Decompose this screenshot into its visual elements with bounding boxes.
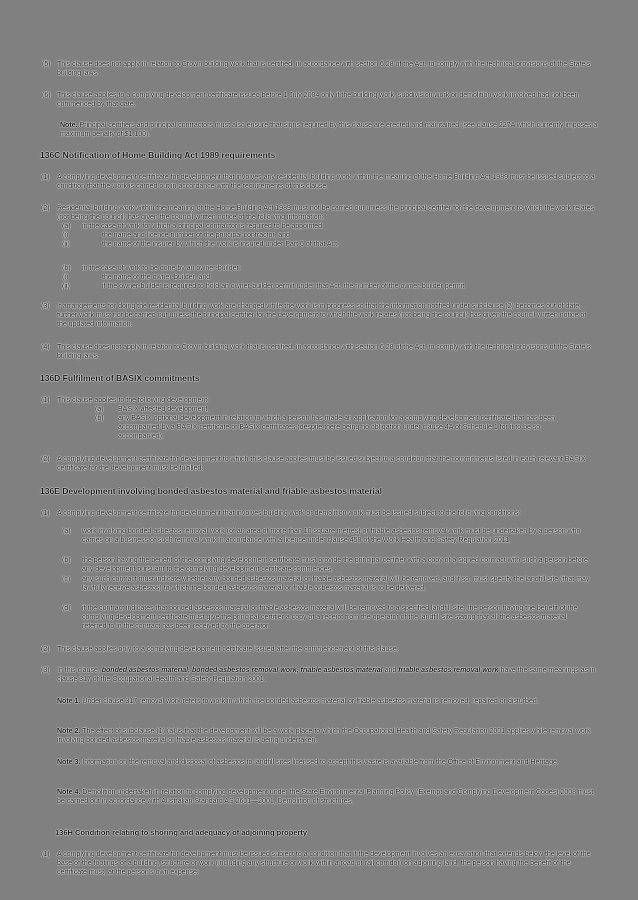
item-number: (a) [62,528,71,535]
item-text: if the contract indicates that bonded asbestos material or friable asbestos material will be removed to a specified landfill site, the person having the benefit of the complying development certificate must give the principal certifier a copy of a receipt from the operator of the landfill site stating that all the asbestos material referred to in the contract has been received by the operator. [82,605,578,630]
section-heading-136E: 136E Development involving bonded asbestos material and friable asbestos material [40,486,383,496]
clause-text: A complying development certificate for development that involves any residential building work within the meaning of the Home Building Act 1989 must be issued subject to a condition that the work is carried out in accordance with the requirements of this clause. [57,174,595,190]
clause-text: In this clause, bonded asbestos material, bonded asbestos removal work, friable asbestos material and friable asbestos removal work have the same meanings as in clause 317 of the Occupational Health and Safety Regulation 2001. [57,667,596,683]
clause-number: (5) [42,61,51,68]
item-number: (ii) [62,241,70,248]
clause-text: If arrangements for doing the residential building work are changed while the work is in progress so that the information notified under subclause (2) becomes out of date, further work must not be carried out unless the principal certifier for the development to which the work relates (not being the council) has given the council written notice of the updated information. [57,303,587,328]
clause-number: (6) [42,92,51,99]
clause-number: (1) [41,510,50,517]
clause-number: (2) [41,205,50,212]
item-number: (i) [62,274,69,281]
note: Note 2. The effect of subclause (1) (a) is that the development will be a work place to which the Occupational Health and Safety Regulation 2001 applies while removal work involving bonded asbestos material or friable asbestos material is being undertaken. [57,728,591,744]
item-text: the person having the benefit of the complying development certificate must provide the principal certifier with a copy of a signed contract with such a person before any development pursuant to the complying development certificate commences, [82,557,588,573]
item-number: (b) [95,415,104,422]
clause-number: (3) [41,303,50,310]
item-number: (c) [62,576,71,583]
item-text: in the case of work for which a principal contractor is required to be appointed: [82,223,325,230]
clause-number: (2) [41,646,50,653]
clause-text: A complying development certificate for development that involves building work or demolition work must be issued subject to the following conditions: [57,510,521,517]
item-text: the name of the owner-builder, and [102,274,211,281]
clause-text: This clause applies to the following development: [57,397,210,404]
item-text: work involving bonded asbestos removal work (of an area of more than 10 square metres) or friable asbestos removal work must be undertaken by a person who carries on a business of such removal work in accordance with a licence under clause 458 of the Work Health and Safety Regulation 2011, [82,528,581,544]
clause-number: (1) [41,851,50,858]
clause-text: This clause does not apply in relation to Crown building work that is certified, in accordance with section 6.28 of the Act, to comply with the technical provisions of the State's building laws. [57,344,591,360]
section-heading-136D: 136D Fulfilment of BASIX commitments [40,373,200,383]
clause-text: This clause applies only to a complying development certificate issued after the commencement of this clause. [57,646,399,653]
item-number: (b) [62,265,71,272]
item-text: BASIX affected development, [118,406,210,413]
note: Note. Principal certifiers and principal contractors must also ensure that signs required by this clause are erected and maintained (see clause 227A which currently imposes a maximum penalty of $1,100). [60,122,598,138]
clause-text: A complying development certificate for development to which this clause applies must be issued subject to a condition that the commitments listed in each relevant BASIX certificate for the development must be fulfilled. [57,456,586,472]
item-text: the name of the insurer by which the work is insured under Part 6 of that Act, [102,241,339,248]
item-text: the name and licence number of the principal contractor, and [102,232,290,239]
clause-number: (1) [41,174,50,181]
item-number: (a) [95,406,104,413]
item-number: (d) [62,605,71,612]
section-heading-136C: 136C Notification of Home Building Act 1989 requirements [40,150,276,160]
item-text: in the case of work to be done by an owner-builder: [82,265,241,272]
clause-number: (1) [41,397,50,404]
item-number: (b) [62,557,71,564]
note: Note 1. Under clause 317 removal work refers to work in which the bonded asbestos material or friable asbestos material is removed, repaired or disturbed. [57,698,539,705]
item-number: (i) [62,232,69,239]
item-number: (a) [62,223,71,230]
clause-text: This clause does not apply in relation to Crown building work that is certified, in accordance with section 6.28 of the Act, to comply with the technical provisions of the State's building laws. [57,61,591,77]
note: Note 3. Information on the removal and disposal of asbestos to landfill sites licensed to accept this waste is available from the Office of Environment and Heritage. [57,759,559,766]
clause-number: (4) [41,344,50,351]
clause-text: Residential building work within the meaning of the Home Building Act 1989 must not be carried out unless the principal certifier for the development to which the work relates (not being the council) has given the council written notice of the following information: [57,205,594,221]
note: Note 4. Demolition undertaken in relation to complying development under the State Environmental Planning Policy (Exempt and Complying Development Codes) 2008 must be carried out in accordance with Australian Standard AS 2601—2001, Demolition of structures. [57,789,594,805]
clause-text: This clause applies to a complying development certificate issued before 1 July 2004 only if the building work, subdivision work or demolition work involved had not been commenced by that date. [57,92,579,108]
clause-number: (3) [41,667,50,674]
clause-number: (2) [41,456,50,463]
item-text: any such contract must indicate whether any bonded asbestos material or friable asbestos material will be removed, and if so, must specify the landfill site (that may lawfully receive asbestos) to which the bonded asbestos material or friable asbestos material is to be delivered, [82,576,590,592]
item-text: if the owner-builder is required to hold an owner-builder permit under that Act, the number of the owner-builder permit. [102,283,467,290]
section-heading-136H: 136H Condition relating to shoring and adequacy of adjoining property [55,828,308,837]
item-number: (ii) [62,283,70,290]
clause-text: A complying development certificate for development must be issued subject to a condition that if the development involves an excavation that extends below the level of the base of the footings of a building, structure or work (including any structure or work within a road or rail corridor) on adjoining land, the person having the benefit of the certificate must, at the person's own expense: [57,851,591,876]
item-text: any BASIX optional development in relation to which a person has made an application for a complying development certificate that has been accompanied by a BASIX certificate or BASIX certificates (despite there being no obligation under clause 4A of Schedule 1 for it to be so accompanied). [118,415,555,440]
